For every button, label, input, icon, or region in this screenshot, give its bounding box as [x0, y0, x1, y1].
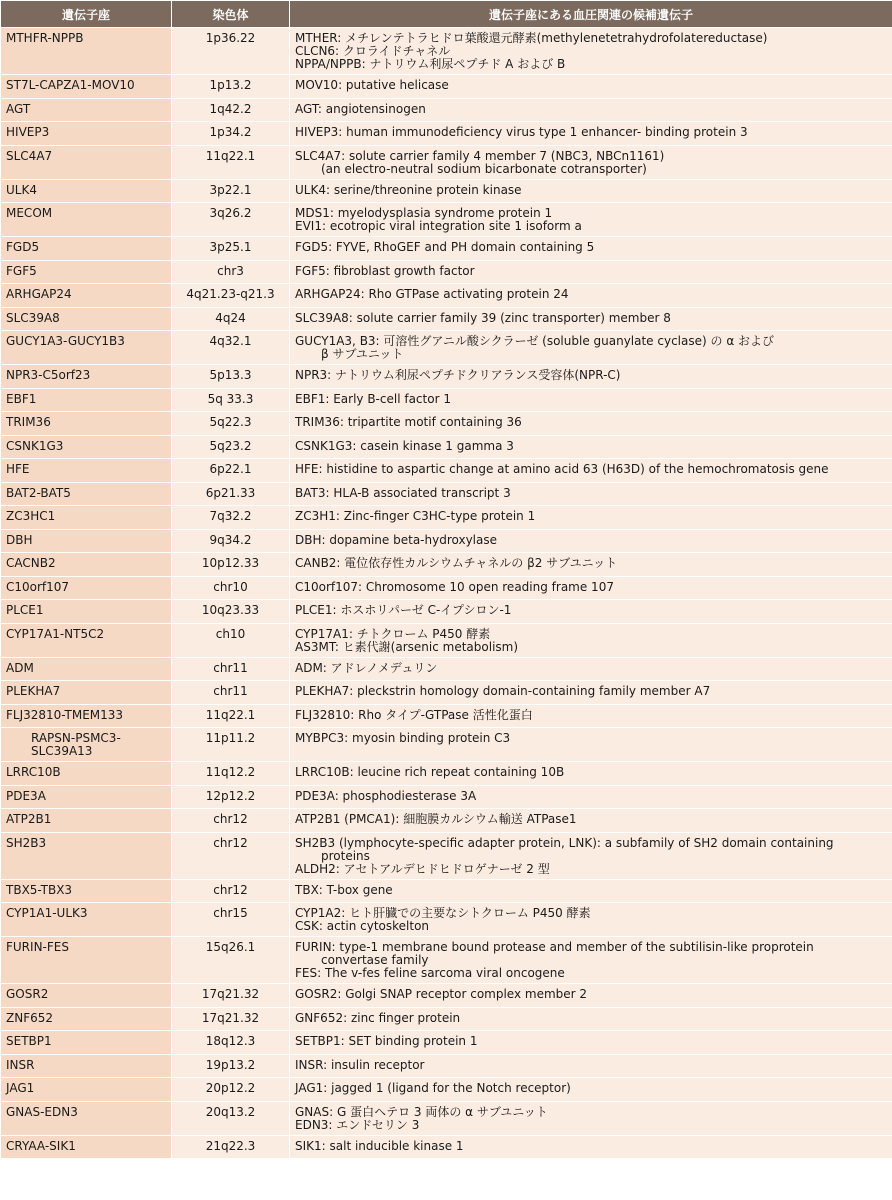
candidate-line: INSR: insulin receptor [295, 1057, 425, 1072]
chromosome-cell: 3p25.1 [172, 237, 290, 261]
locus-cell: INSR [1, 1054, 172, 1078]
locus-cell: EBF1 [1, 388, 172, 412]
candidate-line: (an electro-neutral sodium bicarbonate cotransporter) [321, 161, 647, 176]
candidate-line: FGF5: fibroblast growth factor [295, 263, 475, 278]
table-row [1, 553, 892, 577]
chromosome-cell: 3p22.1 [172, 179, 290, 203]
locus-cell: MECOM [1, 203, 172, 237]
locus-cell: CACNB2 [1, 553, 172, 577]
chromosome-cell: 17q21.32 [172, 1007, 290, 1031]
table-row [1, 576, 892, 600]
table-row [1, 365, 892, 389]
locus-cell: CYP1A1-ULK3 [1, 903, 172, 937]
chromosome-cell: 1q42.2 [172, 98, 290, 122]
candidate-line: LRRC10B: leucine rich repeat containing 10B [295, 765, 565, 779]
candidate-line: MOV10: putative helicase [295, 78, 449, 92]
candidate-cell [290, 1031, 892, 1055]
table-row [1, 600, 892, 624]
candidate-cell [290, 145, 892, 179]
candidate-line: ATP2B1 (PMCA1): 細胞膜カルシウム輸送 ATPase1 [295, 812, 577, 826]
candidate-cell [290, 388, 892, 412]
candidate-line: PDE3A: phosphodiesterase 3A [295, 788, 477, 803]
chromosome-cell: 6p21.33 [172, 482, 290, 506]
table-row [1, 785, 892, 809]
locus-cell: GUCY1A3-GUCY1B3 [1, 331, 172, 365]
locus-cell: FURIN-FES [1, 937, 172, 984]
locus-cell: C10orf107 [1, 576, 172, 600]
chromosome-cell: 1p34.2 [172, 122, 290, 146]
chromosome-cell: 5q23.2 [172, 435, 290, 459]
candidate-cell [290, 203, 892, 237]
table-row [1, 459, 892, 483]
locus-cell: BAT2-BAT5 [1, 482, 172, 506]
table-row [1, 623, 892, 657]
table-row [1, 728, 892, 762]
candidate-line: FES: The v-fes feline sarcoma viral oncogene [295, 966, 565, 980]
table-row [1, 412, 892, 436]
chromosome-cell: 4q32.1 [172, 331, 290, 365]
locus-cell: HFE [1, 459, 172, 483]
header-candidate-genes: 遺伝子座にある血圧関連の候補遺伝子 [290, 1, 892, 28]
locus-cell: SLC39A8 [1, 307, 172, 331]
header-locus: 遺伝子座 [1, 1, 172, 28]
locus-cell: ADM [1, 657, 172, 681]
candidate-line: FURIN: type-1 membrane bound protease and member of the subtilisin-like proprotein [295, 940, 814, 954]
candidate-cell [290, 331, 892, 365]
table-row [1, 681, 892, 705]
table-row [1, 762, 892, 786]
table-row [1, 435, 892, 459]
locus-cell: RAPSN-PSMC3-SLC39A13 [1, 728, 172, 762]
table-row [1, 1078, 892, 1102]
candidate-cell [290, 984, 892, 1008]
candidate-line: SH2B3 (lymphocyte-specific adapter protein, LNK): a subfamily of SH2 domain containing [295, 835, 834, 850]
candidate-line: convertase family [321, 953, 429, 967]
chromosome-cell: 21q22.3 [172, 1135, 290, 1159]
candidate-line: GUCY1A3, B3: 可溶性グアニル酸シクラーゼ (soluble guanylate cyclase) の α および [295, 334, 775, 348]
table-row [1, 1101, 892, 1135]
candidate-line: ULK4: serine/threonine protein kinase [295, 182, 522, 197]
chromosome-cell: 10q23.33 [172, 600, 290, 624]
candidate-cell [290, 1054, 892, 1078]
candidate-cell [290, 728, 892, 762]
locus-cell: JAG1 [1, 1078, 172, 1102]
table-row [1, 388, 892, 412]
table-row [1, 879, 892, 903]
candidate-line: MTHER: メチレンテトラヒドロ葉酸還元酵素(methylenetetrahydrofolatereductase) [295, 31, 768, 45]
candidate-cell [290, 98, 892, 122]
table-row [1, 179, 892, 203]
chromosome-cell: 15q26.1 [172, 937, 290, 984]
candidate-cell [290, 1135, 892, 1159]
candidate-line: EBF1: Early B-cell factor 1 [295, 391, 451, 406]
chromosome-cell: chr3 [172, 260, 290, 284]
candidate-line: PLEKHA7: pleckstrin homology domain-containing family member A7 [295, 684, 711, 698]
candidate-line: NPR3: ナトリウム利尿ペプチドクリアランス受容体(NPR-C) [295, 368, 621, 382]
candidate-cell [290, 179, 892, 203]
candidate-line: GOSR2: Golgi SNAP receptor complex member 2 [295, 987, 588, 1001]
locus-cell: ZNF652 [1, 1007, 172, 1031]
chromosome-cell: chr10 [172, 576, 290, 600]
table-row [1, 984, 892, 1008]
candidate-cell [290, 529, 892, 553]
locus-cell: FLJ32810-TMEM133 [1, 704, 172, 728]
candidate-cell [290, 553, 892, 577]
table-row [1, 1054, 892, 1078]
locus-cell: CSNK1G3 [1, 435, 172, 459]
candidate-line: NPPA/NPPB: ナトリウム利尿ペプチド A および B [295, 57, 566, 71]
chromosome-cell: 1p36.22 [172, 28, 290, 75]
locus-cell: PLCE1 [1, 600, 172, 624]
chromosome-cell: 20p12.2 [172, 1078, 290, 1102]
candidate-line: ALDH2: アセトアルデヒドヒドロゲナーゼ 2 型 [295, 861, 550, 876]
candidate-line: HFE: histidine to aspartic change at amino acid 63 (H63D) of the hemochromatosis gene [295, 462, 829, 476]
chromosome-cell: 5q 33.3 [172, 388, 290, 412]
candidate-line: DBH: dopamine beta-hydroxylase [295, 532, 497, 547]
candidate-cell [290, 681, 892, 705]
candidate-line: CLCN6: クロライドチャネル [295, 44, 451, 58]
locus-cell: ZC3HC1 [1, 506, 172, 530]
candidate-cell [290, 657, 892, 681]
chromosome-cell: 3q26.2 [172, 203, 290, 237]
candidate-line: SLC39A8: solute carrier family 39 (zinc transporter) member 8 [295, 310, 671, 325]
table-row [1, 657, 892, 681]
candidate-cell [290, 482, 892, 506]
chromosome-cell: 12p12.2 [172, 785, 290, 809]
candidate-line: SIK1: salt inducible kinase 1 [295, 1138, 464, 1153]
candidate-line: FLJ32810: Rho タイプ-GTPase 活性化蛋白 [295, 707, 533, 722]
locus-cell: NPR3-C5orf23 [1, 365, 172, 389]
locus-cell: ST7L-CAPZA1-MOV10 [1, 75, 172, 99]
locus-cell: ARHGAP24 [1, 284, 172, 308]
candidate-cell [290, 704, 892, 728]
chromosome-cell: chr12 [172, 832, 290, 879]
candidate-line: CSK: actin cytoskelton [295, 919, 430, 933]
candidate-cell [290, 506, 892, 530]
candidate-line: ZC3H1: Zinc-finger C3HC-type protein 1 [295, 509, 536, 523]
locus-cell: SLC4A7 [1, 145, 172, 179]
chromosome-cell: 4q24 [172, 307, 290, 331]
candidate-cell [290, 1007, 892, 1031]
candidate-cell [290, 879, 892, 903]
candidate-cell [290, 435, 892, 459]
locus-cell: GOSR2 [1, 984, 172, 1008]
candidate-line: AS3MT: ヒ素代謝(arsenic metabolism) [295, 639, 519, 654]
chromosome-cell: chr11 [172, 657, 290, 681]
table-row [1, 284, 892, 308]
candidate-line: C10orf107: Chromosome 10 open reading frame 107 [295, 579, 614, 594]
locus-cell: SETBP1 [1, 1031, 172, 1055]
chromosome-cell: 17q21.32 [172, 984, 290, 1008]
table-row [1, 482, 892, 506]
locus-cell: TRIM36 [1, 412, 172, 436]
locus-cell: CRYAA-SIK1 [1, 1135, 172, 1159]
chromosome-cell: 5q22.3 [172, 412, 290, 436]
chromosome-cell: chr12 [172, 879, 290, 903]
table-row [1, 75, 892, 99]
candidate-line: BAT3: HLA-B associated transcript 3 [295, 485, 511, 500]
chromosome-cell: 6p22.1 [172, 459, 290, 483]
locus-cell: MTHFR-NPPB [1, 28, 172, 75]
locus-cell: DBH [1, 529, 172, 553]
candidate-cell [290, 623, 892, 657]
locus-cell: ULK4 [1, 179, 172, 203]
candidate-line: GNF652: zinc finger protein [295, 1010, 461, 1025]
candidate-line: FGD5: FYVE, RhoGEF and PH domain containing 5 [295, 240, 595, 254]
locus-cell: GNAS-EDN3 [1, 1101, 172, 1135]
candidate-line: CYP1A2: ヒト肝臓での主要なシトクローム P450 酵素 [295, 906, 591, 920]
candidate-cell [290, 1078, 892, 1102]
locus-cell: FGF5 [1, 260, 172, 284]
chromosome-cell: 1p13.2 [172, 75, 290, 99]
candidate-cell [290, 937, 892, 984]
candidate-cell [290, 260, 892, 284]
candidate-line: AGT: angiotensinogen [295, 101, 426, 116]
locus-cell: PLEKHA7 [1, 681, 172, 705]
locus-cell: ATP2B1 [1, 809, 172, 833]
candidate-cell [290, 600, 892, 624]
candidate-cell [290, 459, 892, 483]
table-row [1, 704, 892, 728]
table-row [1, 237, 892, 261]
table-row [1, 331, 892, 365]
candidate-line: CSNK1G3: casein kinase 1 gamma 3 [295, 438, 514, 453]
candidate-line: JAG1: jagged 1 (ligand for the Notch receptor) [295, 1081, 571, 1095]
candidate-cell [290, 903, 892, 937]
chromosome-cell: 11p11.2 [172, 728, 290, 762]
table-row [1, 1031, 892, 1055]
candidate-cell [290, 122, 892, 146]
candidate-line: SETBP1: SET binding protein 1 [295, 1034, 478, 1048]
chromosome-cell: 5p13.3 [172, 365, 290, 389]
candidate-cell [290, 809, 892, 833]
chromosome-cell: chr11 [172, 681, 290, 705]
chromosome-cell: 4q21.23-q21.3 [172, 284, 290, 308]
table-row [1, 506, 892, 530]
table-row [1, 937, 892, 984]
candidate-cell [290, 75, 892, 99]
chromosome-cell: 7q32.2 [172, 506, 290, 530]
table-row [1, 28, 892, 75]
candidate-line: ARHGAP24: Rho GTPase activating protein 24 [295, 287, 569, 301]
candidate-line: ADM: アドレノメデュリン [295, 660, 438, 675]
candidate-cell [290, 762, 892, 786]
table-row [1, 307, 892, 331]
locus-cell: AGT [1, 98, 172, 122]
candidate-line: CANB2: 電位依存性カルシウムチャネルの β2 サブユニット [295, 556, 618, 570]
candidate-line: GNAS: G 蛋白ヘテロ 3 両体の α サブユニット [295, 1104, 548, 1119]
candidate-line: TRIM36: tripartite motif containing 36 [295, 415, 522, 429]
candidate-cell [290, 832, 892, 879]
locus-cell: LRRC10B [1, 762, 172, 786]
chromosome-cell: 19p13.2 [172, 1054, 290, 1078]
chromosome-cell: chr12 [172, 809, 290, 833]
table-row [1, 122, 892, 146]
locus-cell: TBX5-TBX3 [1, 879, 172, 903]
table-row [1, 1135, 892, 1159]
table-row [1, 145, 892, 179]
header-row [1, 1, 892, 28]
table-row [1, 903, 892, 937]
chromosome-cell: 9q34.2 [172, 529, 290, 553]
table-row [1, 809, 892, 833]
candidate-line: β サブユニット [321, 347, 404, 361]
candidate-cell [290, 284, 892, 308]
candidate-cell [290, 365, 892, 389]
locus-cell: FGD5 [1, 237, 172, 261]
candidate-line: proteins [321, 848, 370, 863]
candidate-cell [290, 237, 892, 261]
table-row [1, 529, 892, 553]
candidate-line: EDN3: エンドセリン 3 [295, 1117, 420, 1132]
candidate-cell [290, 307, 892, 331]
candidate-line: MYBPC3: myosin binding protein C3 [295, 731, 511, 745]
chromosome-cell: 11q22.1 [172, 704, 290, 728]
locus-cell: HIVEP3 [1, 122, 172, 146]
table-row [1, 832, 892, 879]
chromosome-cell: chr15 [172, 903, 290, 937]
candidate-line: TBX: T-box gene [295, 882, 393, 897]
chromosome-cell: 11q12.2 [172, 762, 290, 786]
chromosome-cell: ch10 [172, 623, 290, 657]
candidate-line: HIVEP3: human immunodeficiency virus type 1 enhancer- binding protein 3 [295, 125, 748, 139]
table-row [1, 1007, 892, 1031]
locus-cell: SH2B3 [1, 832, 172, 879]
candidate-cell [290, 412, 892, 436]
candidate-cell [290, 28, 892, 75]
candidate-cell [290, 785, 892, 809]
candidate-cell [290, 576, 892, 600]
locus-cell: PDE3A [1, 785, 172, 809]
table-body [1, 28, 892, 1159]
table-row [1, 98, 892, 122]
locus-cell: CYP17A1-NT5C2 [1, 623, 172, 657]
chromosome-cell: 11q22.1 [172, 145, 290, 179]
candidate-line: SLC4A7: solute carrier family 4 member 7 (NBC3, NBCn1161) [295, 148, 665, 163]
candidate-cell [290, 1101, 892, 1135]
candidate-line: CYP17A1: チトクローム P450 酵素 [295, 626, 491, 641]
chromosome-cell: 18q12.3 [172, 1031, 290, 1055]
candidate-line: MDS1: myelodysplasia syndrome protein 1 [295, 206, 553, 220]
header-chromosome: 染色体 [172, 1, 290, 28]
table-row [1, 260, 892, 284]
chromosome-cell: 20q13.2 [172, 1101, 290, 1135]
chromosome-cell: 10p12.33 [172, 553, 290, 577]
candidate-line: PLCE1: ホスホリパーゼ C-イプシロン-1 [295, 603, 512, 617]
candidate-line: EVI1: ecotropic viral integration site 1 isoform a [295, 219, 582, 233]
table-row [1, 203, 892, 237]
